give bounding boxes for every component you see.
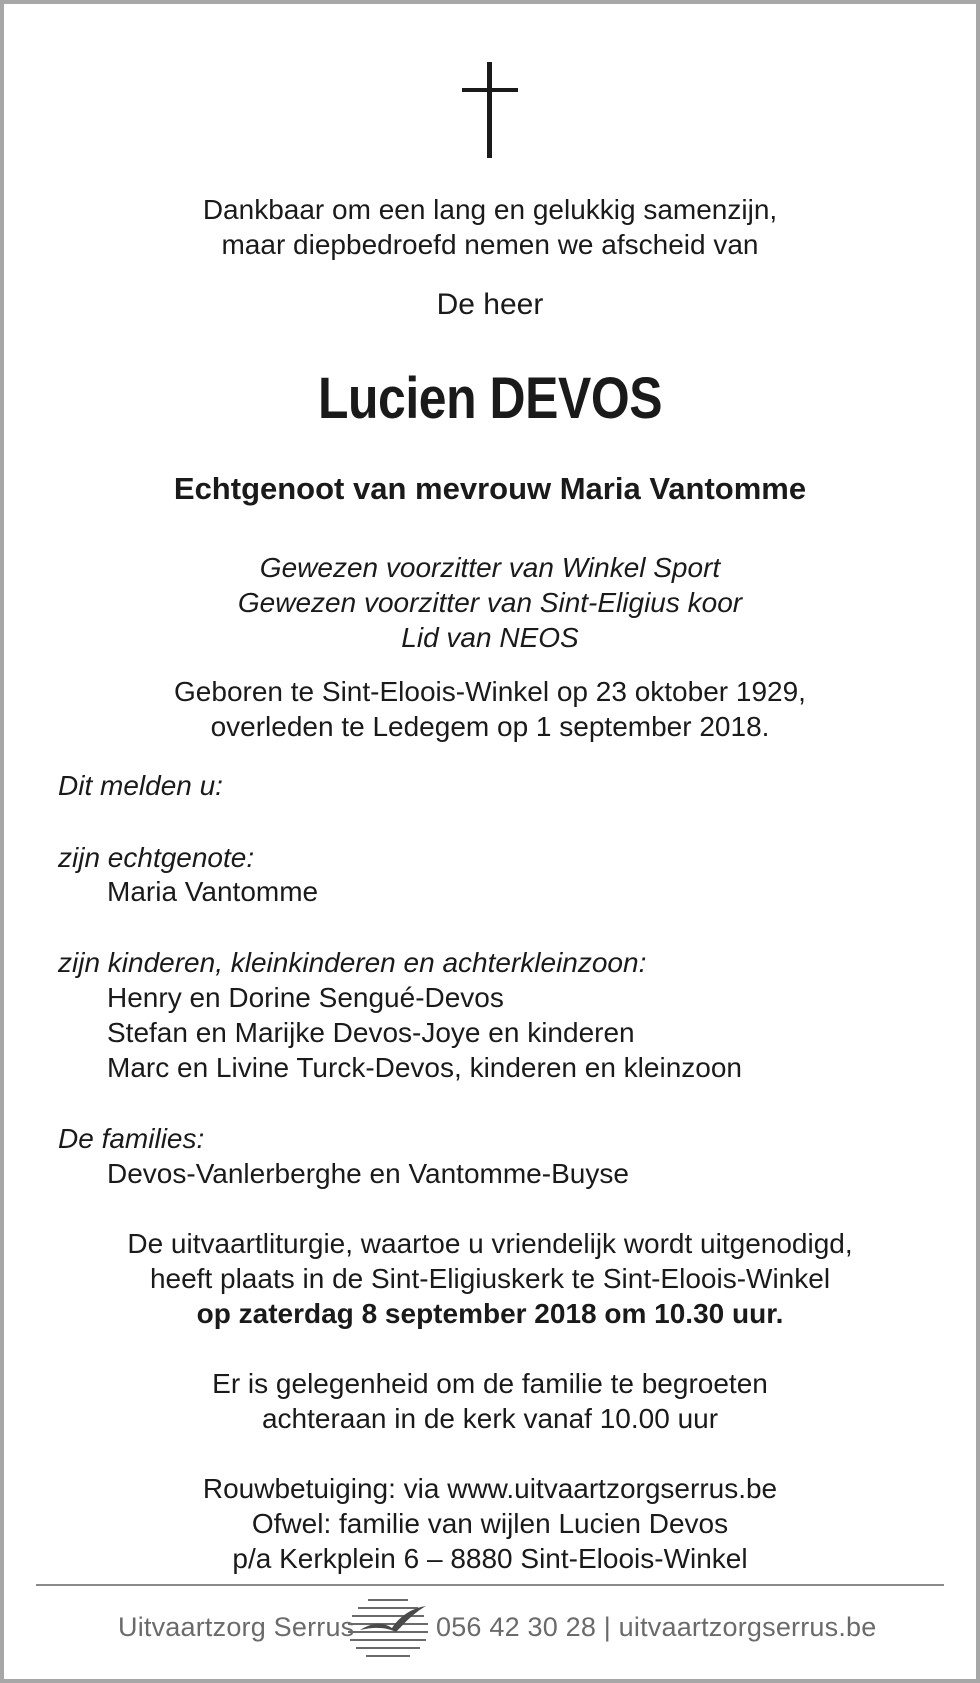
condolences-line-2: Ofwel: familie van wijlen Lucien Devos: [251, 1508, 729, 1539]
funeral-date: op zaterdag 8 september 2018 om 10.30 uur.: [196, 1298, 784, 1329]
footer-contact: 056 42 30 28 | uitvaartzorgserrus.be: [436, 1612, 877, 1642]
families-names: Devos-Vanlerberghe en Vantomme-Buyse: [107, 1158, 629, 1189]
cross-icon: [4, 62, 976, 162]
company-name: Uitvaartzorg Serrus: [118, 1612, 355, 1642]
intro-line-1: Dankbaar om een lang en gelukkig samenzijn,: [202, 194, 778, 225]
condolences-line-1: Rouwbetuiging: via www.uitvaartzorgserrus.be: [202, 1473, 778, 1504]
families-heading: De families:: [58, 1123, 205, 1154]
footer: [4, 1592, 976, 1662]
salutation: De heer: [436, 288, 544, 321]
role-1: Gewezen voorzitter van Winkel Sport: [259, 552, 721, 583]
spouse-name: Maria Vantomme: [107, 876, 319, 907]
death-line: overleden te Ledegem op 1 september 2018.: [210, 711, 770, 742]
seagull-logo-icon: [346, 1594, 430, 1660]
spouse-line: Echtgenoot van mevrouw Maria Vantomme: [173, 471, 807, 506]
spouse-heading: zijn echtgenote:: [58, 842, 255, 873]
announcement-header: Dit melden u:: [58, 770, 223, 801]
child-family-3: Marc en Livine Turck-Devos, kinderen en kleinzoon: [107, 1052, 742, 1083]
condolences-line-3: p/a Kerkplein 6 – 8880 Sint-Eloois-Winkel: [232, 1543, 748, 1574]
visitation-line-1: Er is gelegenheid om de familie te begroeten: [212, 1368, 768, 1399]
children-heading: zijn kinderen, kleinkinderen en achterkleinzoon:: [58, 947, 647, 978]
footer-divider: [36, 1584, 944, 1586]
child-family-1: Henry en Dorine Sengué-Devos: [107, 982, 504, 1013]
deceased-name: Lucien DEVOS: [317, 366, 663, 431]
funeral-line-1: De uitvaartliturgie, waartoe u vriendelijk wordt uitgenodigd,: [127, 1228, 853, 1259]
child-family-2: Stefan en Marijke Devos-Joye en kinderen: [107, 1017, 635, 1048]
intro-line-2: maar diepbedroefd nemen we afscheid van: [221, 229, 759, 260]
role-3: Lid van NEOS: [401, 622, 579, 653]
funeral-line-2: heeft plaats in de Sint-Eligiuskerk te Sint-Eloois-Winkel: [149, 1263, 831, 1294]
visitation-line-2: achteraan in de kerk vanaf 10.00 uur: [261, 1403, 719, 1434]
birth-line: Geboren te Sint-Eloois-Winkel op 23 oktober 1929,: [174, 676, 806, 707]
role-2: Gewezen voorzitter van Sint-Eligius koor: [237, 587, 743, 618]
